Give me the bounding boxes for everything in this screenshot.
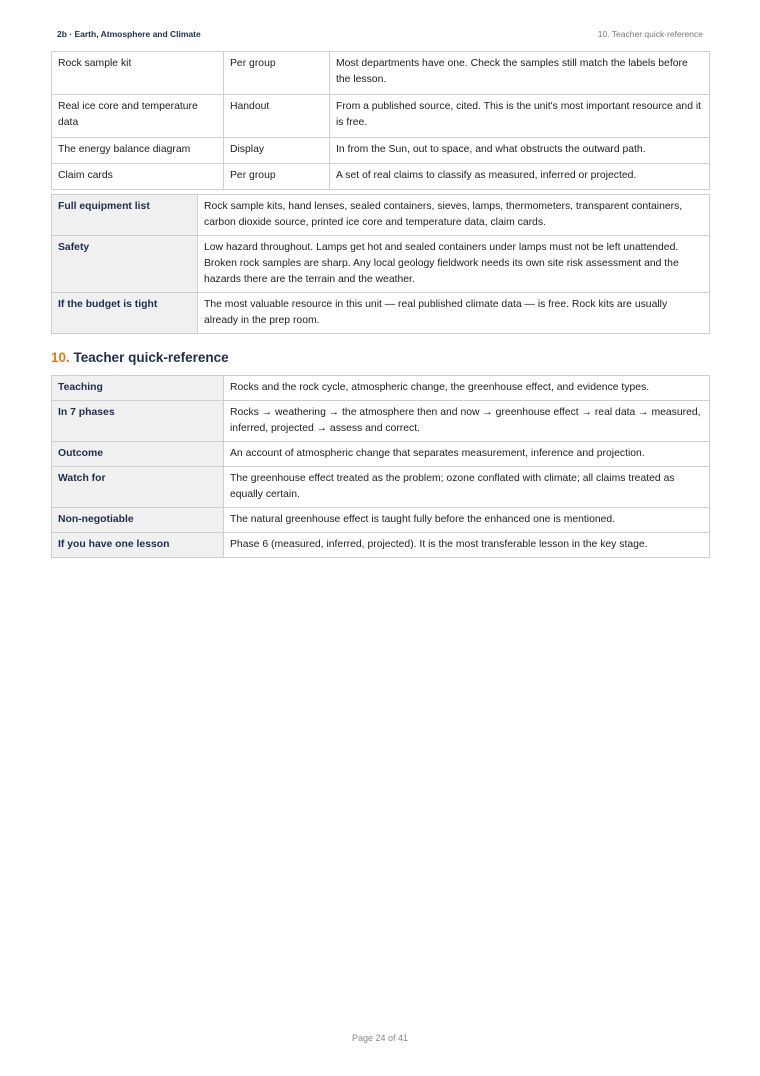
page-header [51, 26, 709, 52]
resource-note: From a published source, cited. This is the unit's most important resource and it is free. [330, 95, 710, 138]
resource-use: Per group [224, 52, 330, 95]
section-title: Teacher quick-reference [73, 350, 229, 365]
table-row [52, 442, 710, 467]
row-key: Safety [52, 236, 198, 293]
resource-item: Rock sample kit [52, 52, 224, 95]
resource-use: Handout [224, 95, 330, 138]
row-key: In 7 phases [52, 401, 224, 442]
table-row [52, 236, 710, 293]
running-section-title: 10. Teacher quick-reference [597, 29, 703, 39]
table-row [52, 52, 710, 95]
row-value: Rocks → weathering → the atmosphere then and now → greenhouse effect → real data → measured, inferred, projected → assess and correct. [224, 401, 710, 442]
table-row [52, 533, 710, 558]
document-title: 2b · Earth, Atmosphere and Climate [57, 29, 201, 39]
table-row [52, 508, 710, 533]
quick-reference-table [51, 375, 710, 558]
row-value: The natural greenhouse effect is taught fully before the enhanced one is mentioned. [224, 508, 710, 533]
resource-note: In from the Sun, out to space, and what obstructs the outward path. [330, 138, 710, 164]
table-row [52, 401, 710, 442]
table-row [52, 95, 710, 138]
row-value: Phase 6 (measured, inferred, projected). It is the most transferable lesson in the key stage. [224, 533, 710, 558]
row-key: Watch for [52, 467, 224, 508]
row-value: An account of atmospheric change that separates measurement, inference and projection. [224, 442, 710, 467]
row-key: If the budget is tight [52, 293, 198, 334]
row-value: Low hazard throughout. Lamps get hot and sealed containers under lamps must not be left unattended. Broken rock samples are sharp. Any local geology fieldwork needs its own site risk assessment and the hazards there are the terrain and the weather. [198, 236, 710, 293]
practical-notes-table [51, 194, 710, 334]
row-value: The greenhouse effect treated as the problem; ozone conflated with climate; all claims treated as equally certain. [224, 467, 710, 508]
table-row [52, 195, 710, 236]
row-key: Teaching [52, 376, 224, 401]
table-row [52, 293, 710, 334]
row-key: Outcome [52, 442, 224, 467]
row-value: Rock sample kits, hand lenses, sealed containers, sieves, lamps, thermometers, transparent containers, carbon dioxide source, printed ice core and temperature data, claim cards. [198, 195, 710, 236]
table-row [52, 138, 710, 164]
table-row [52, 164, 710, 190]
table-row [52, 376, 710, 401]
resource-item: The energy balance diagram [52, 138, 224, 164]
resource-use: Per group [224, 164, 330, 190]
resource-item: Claim cards [52, 164, 224, 190]
section-heading [51, 350, 229, 365]
resource-note: A set of real claims to classify as measured, inferred or projected. [330, 164, 710, 190]
row-value: Rocks and the rock cycle, atmospheric change, the greenhouse effect, and evidence types. [224, 376, 710, 401]
row-key: Non-negotiable [52, 508, 224, 533]
row-key: If you have one lesson [52, 533, 224, 558]
row-value: The most valuable resource in this unit — real published climate data — is free. Rock kits are usually already in the prep room. [198, 293, 710, 334]
resource-use: Display [224, 138, 330, 164]
page-number: Page 24 of 41 [351, 1033, 409, 1043]
section-number: 10. [51, 350, 70, 365]
resource-item: Real ice core and temperature data [52, 95, 224, 138]
table-row [52, 467, 710, 508]
row-key: Full equipment list [52, 195, 198, 236]
resources-table [51, 51, 710, 190]
resource-note: Most departments have one. Check the samples still match the labels before the lesson. [330, 52, 710, 95]
